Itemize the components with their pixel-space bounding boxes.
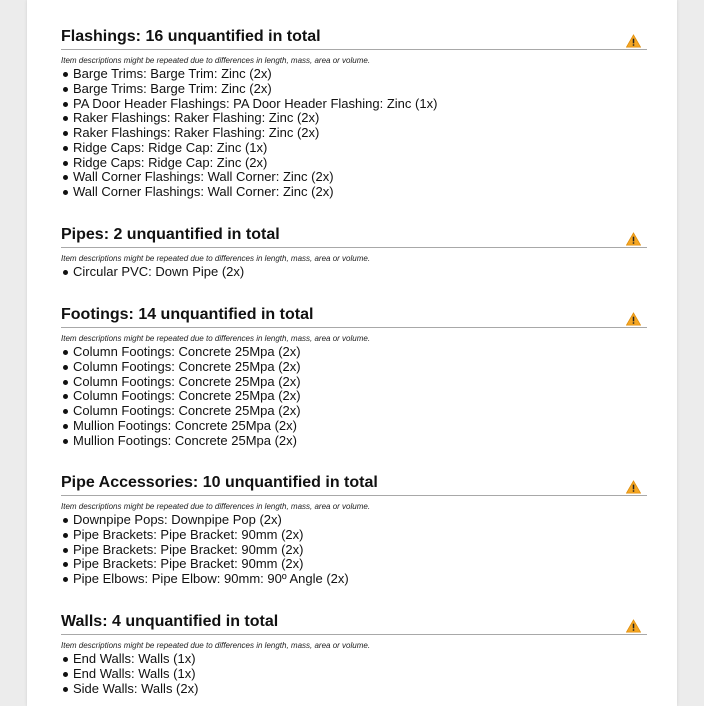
list-item: Downpipe Pops: Downpipe Pop (2x) bbox=[73, 513, 647, 528]
list-item: Pipe Brackets: Pipe Bracket: 90mm (2x) bbox=[73, 528, 647, 543]
report-panel bbox=[27, 0, 677, 706]
section-walls bbox=[61, 610, 647, 696]
list-item: Pipe Brackets: Pipe Bracket: 90mm (2x) bbox=[73, 543, 647, 558]
item-list bbox=[61, 265, 647, 280]
section-heading: Walls: 4 unquantified in total bbox=[61, 613, 279, 630]
list-item: Barge Trims: Barge Trim: Zinc (2x) bbox=[73, 67, 647, 82]
list-item: Ridge Caps: Ridge Cap: Zinc (1x) bbox=[73, 141, 647, 156]
list-item: Barge Trims: Barge Trim: Zinc (2x) bbox=[73, 82, 647, 97]
list-item: Ridge Caps: Ridge Cap: Zinc (2x) bbox=[73, 156, 647, 171]
list-item: PA Door Header Flashings: PA Door Header Flashing: Zinc (1x) bbox=[73, 97, 647, 112]
section-flashings bbox=[61, 25, 647, 200]
section-heading: Flashings: 16 unquantified in total bbox=[61, 28, 321, 45]
section-heading-row bbox=[61, 610, 647, 635]
section-pipes bbox=[61, 223, 647, 280]
warning-icon bbox=[626, 312, 641, 326]
repeat-note: Item descriptions might be repeated due to differences in length, mass, area or volume. bbox=[61, 502, 371, 511]
warning-icon bbox=[626, 232, 641, 246]
repeat-note: Item descriptions might be repeated due to differences in length, mass, area or volume. bbox=[61, 254, 371, 263]
section-heading: Pipes: 2 unquantified in total bbox=[61, 226, 280, 243]
item-list bbox=[61, 67, 647, 200]
list-item: Mullion Footings: Concrete 25Mpa (2x) bbox=[73, 434, 647, 449]
section-heading-row bbox=[61, 471, 647, 496]
section-heading: Pipe Accessories: 10 unquantified in total bbox=[61, 474, 378, 491]
list-item: Raker Flashings: Raker Flashing: Zinc (2x) bbox=[73, 126, 647, 141]
section-heading-row bbox=[61, 303, 647, 328]
list-item: Raker Flashings: Raker Flashing: Zinc (2x) bbox=[73, 111, 647, 126]
list-item: Wall Corner Flashings: Wall Corner: Zinc (2x) bbox=[73, 185, 647, 200]
item-list bbox=[61, 345, 647, 448]
section-heading: Footings: 14 unquantified in total bbox=[61, 306, 314, 323]
warning-icon bbox=[626, 480, 641, 494]
repeat-note: Item descriptions might be repeated due to differences in length, mass, area or volume. bbox=[61, 56, 371, 65]
list-item: Column Footings: Concrete 25Mpa (2x) bbox=[73, 404, 647, 419]
list-item: Column Footings: Concrete 25Mpa (2x) bbox=[73, 345, 647, 360]
list-item: Mullion Footings: Concrete 25Mpa (2x) bbox=[73, 419, 647, 434]
list-item: Column Footings: Concrete 25Mpa (2x) bbox=[73, 360, 647, 375]
warning-icon bbox=[626, 619, 641, 633]
list-item: Column Footings: Concrete 25Mpa (2x) bbox=[73, 389, 647, 404]
warning-icon bbox=[626, 34, 641, 48]
section-footings bbox=[61, 303, 647, 448]
list-item: End Walls: Walls (1x) bbox=[73, 652, 647, 667]
section-heading-row bbox=[61, 223, 647, 248]
list-item: End Walls: Walls (1x) bbox=[73, 667, 647, 682]
list-item: Wall Corner Flashings: Wall Corner: Zinc (2x) bbox=[73, 170, 647, 185]
repeat-note: Item descriptions might be repeated due to differences in length, mass, area or volume. bbox=[61, 334, 371, 343]
section-pipe-accessories bbox=[61, 471, 647, 587]
section-heading-row bbox=[61, 25, 647, 50]
list-item: Pipe Brackets: Pipe Bracket: 90mm (2x) bbox=[73, 557, 647, 572]
list-item: Column Footings: Concrete 25Mpa (2x) bbox=[73, 375, 647, 390]
list-item: Side Walls: Walls (2x) bbox=[73, 682, 647, 697]
repeat-note: Item descriptions might be repeated due to differences in length, mass, area or volume. bbox=[61, 641, 371, 650]
item-list bbox=[61, 513, 647, 587]
list-item: Circular PVC: Down Pipe (2x) bbox=[73, 265, 647, 280]
list-item: Pipe Elbows: Pipe Elbow: 90mm: 90º Angle (2x) bbox=[73, 572, 647, 587]
item-list bbox=[61, 652, 647, 696]
